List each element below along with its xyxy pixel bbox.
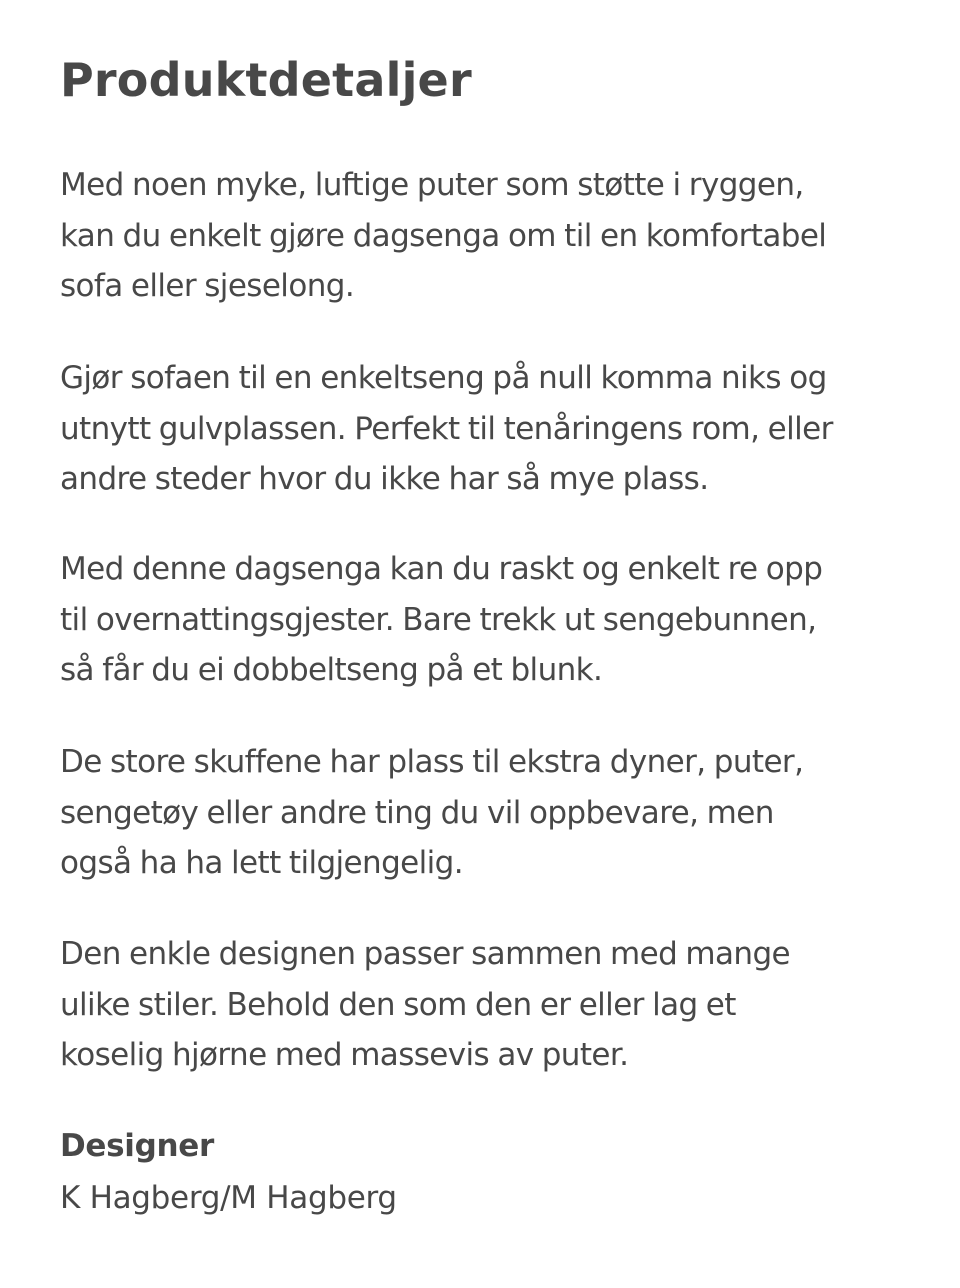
paragraph-line: sofa eller sjeselong. <box>60 268 355 304</box>
paragraph-line: Med noen myke, luftige puter som støtte i ryggen, <box>60 167 804 203</box>
paragraph-line: De store skuffene har plass til ekstra dyner, puter, <box>60 744 804 780</box>
paragraph-line: koselig hjørne med massevis av puter. <box>60 1037 629 1073</box>
paragraph-line: andre steder hvor du ikke har så mye plass. <box>60 461 709 497</box>
paragraph-line: også ha ha lett tilgjengelig. <box>60 845 463 881</box>
paragraph-line: Den enkle designen passer sammen med mange <box>60 936 791 972</box>
paragraph-line: til overnattingsgjester. Bare trekk ut sengebunnen, <box>60 601 817 638</box>
description-paragraph-3 <box>60 544 822 696</box>
paragraph-line: sengetøy eller andre ting du vil oppbevare, men <box>60 794 774 831</box>
paragraph-line: kan du enkelt gjøre dagsenga om til en komfortabel <box>60 217 827 254</box>
paragraph-line: Med denne dagsenga kan du raskt og enkelt re opp <box>60 551 823 587</box>
paragraph-line: ulike stiler. Behold den som den er eller lag et <box>60 986 736 1023</box>
description-paragraph-4 <box>60 737 803 889</box>
description-paragraph-2 <box>60 353 833 505</box>
paragraph-line: utnytt gulvplassen. Perfekt til tenåringens rom, eller <box>60 410 833 447</box>
designer-label: Designer <box>60 1128 215 1164</box>
designer-name: K Hagberg/M Hagberg <box>60 1180 397 1216</box>
paragraph-line: så får du ei dobbeltseng på et blunk. <box>60 652 603 688</box>
description-paragraph-1 <box>60 160 826 312</box>
page-title: Produktdetaljer <box>60 53 472 107</box>
description-paragraph-5 <box>60 929 790 1081</box>
paragraph-line: Gjør sofaen til en enkeltseng på null komma niks og <box>60 360 827 396</box>
